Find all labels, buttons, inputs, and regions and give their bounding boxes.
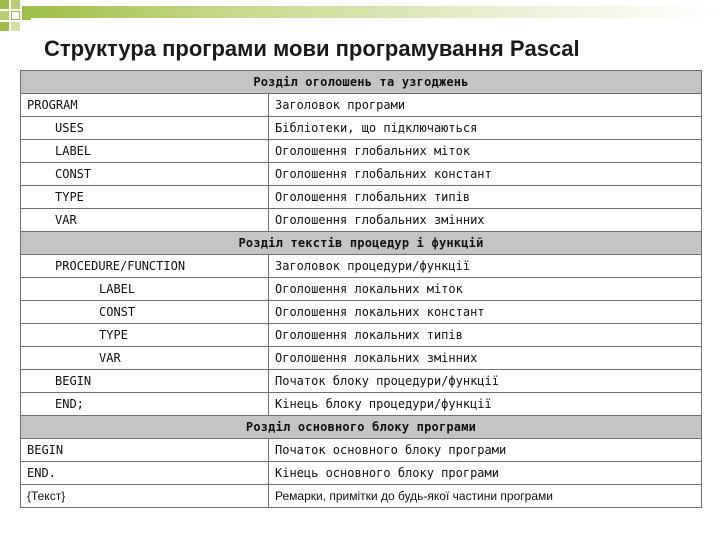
keyword-cell: TYPE	[21, 186, 269, 209]
section-header-row	[21, 71, 702, 94]
pascal-structure-table	[20, 70, 702, 508]
description-cell: Кінець основного блоку програми	[269, 462, 702, 485]
keyword-cell: END;	[21, 393, 269, 416]
table-row	[21, 324, 702, 347]
keyword-cell: PROCEDURE/FUNCTION	[21, 255, 269, 278]
keyword-cell: {Текст}	[21, 485, 269, 508]
table-row	[21, 117, 702, 140]
description-cell: Оголошення локальних змінних	[269, 347, 702, 370]
description-cell: Початок блоку процедури/функції	[269, 370, 702, 393]
table-row	[21, 439, 702, 462]
description-cell: Оголошення глобальних констант	[269, 163, 702, 186]
keyword-cell: END.	[21, 462, 269, 485]
keyword-cell: LABEL	[21, 278, 269, 301]
table-row	[21, 462, 702, 485]
section-heading-procedures: Розділ текстів процедур і функцій	[21, 232, 702, 255]
description-cell: Початок основного блоку програми	[269, 439, 702, 462]
table-row	[21, 301, 702, 324]
table-row	[21, 140, 702, 163]
keyword-cell: VAR	[21, 347, 269, 370]
table-row	[21, 186, 702, 209]
table-row	[21, 370, 702, 393]
table-row	[21, 278, 702, 301]
header-gradient-bar	[22, 6, 720, 18]
description-cell: Оголошення локальних типів	[269, 324, 702, 347]
table-row	[21, 485, 702, 508]
table-row	[21, 347, 702, 370]
keyword-cell: PROGRAM	[21, 94, 269, 117]
keyword-cell: CONST	[21, 163, 269, 186]
table-row	[21, 94, 702, 117]
keyword-cell: TYPE	[21, 324, 269, 347]
description-cell: Заголовок програми	[269, 94, 702, 117]
section-header-row	[21, 416, 702, 439]
keyword-cell: LABEL	[21, 140, 269, 163]
description-cell: Заголовок процедури/функції	[269, 255, 702, 278]
keyword-cell: VAR	[21, 209, 269, 232]
keyword-cell: CONST	[21, 301, 269, 324]
keyword-cell: USES	[21, 117, 269, 140]
description-cell: Оголошення глобальних змінних	[269, 209, 702, 232]
section-heading-main-block: Розділ основного блоку програми	[21, 416, 702, 439]
description-cell: Оголошення локальних міток	[269, 278, 702, 301]
table-row	[21, 393, 702, 416]
table-row	[21, 255, 702, 278]
keyword-cell: BEGIN	[21, 370, 269, 393]
section-heading-declarations: Розділ оголошень та узгоджень	[21, 71, 702, 94]
description-cell: Оголошення локальних констант	[269, 301, 702, 324]
description-cell: Бібліотеки, що підключаються	[269, 117, 702, 140]
section-header-row	[21, 232, 702, 255]
table-row	[21, 163, 702, 186]
description-cell: Кінець блоку процедури/функції	[269, 393, 702, 416]
description-cell: Оголошення глобальних міток	[269, 140, 702, 163]
description-cell: Оголошення глобальних типів	[269, 186, 702, 209]
table-row	[21, 209, 702, 232]
keyword-cell: BEGIN	[21, 439, 269, 462]
page-title: Структура програми мови програмування Pascal	[44, 36, 580, 61]
description-cell: Ремарки, примітки до будь-якої частини програми	[269, 485, 702, 508]
